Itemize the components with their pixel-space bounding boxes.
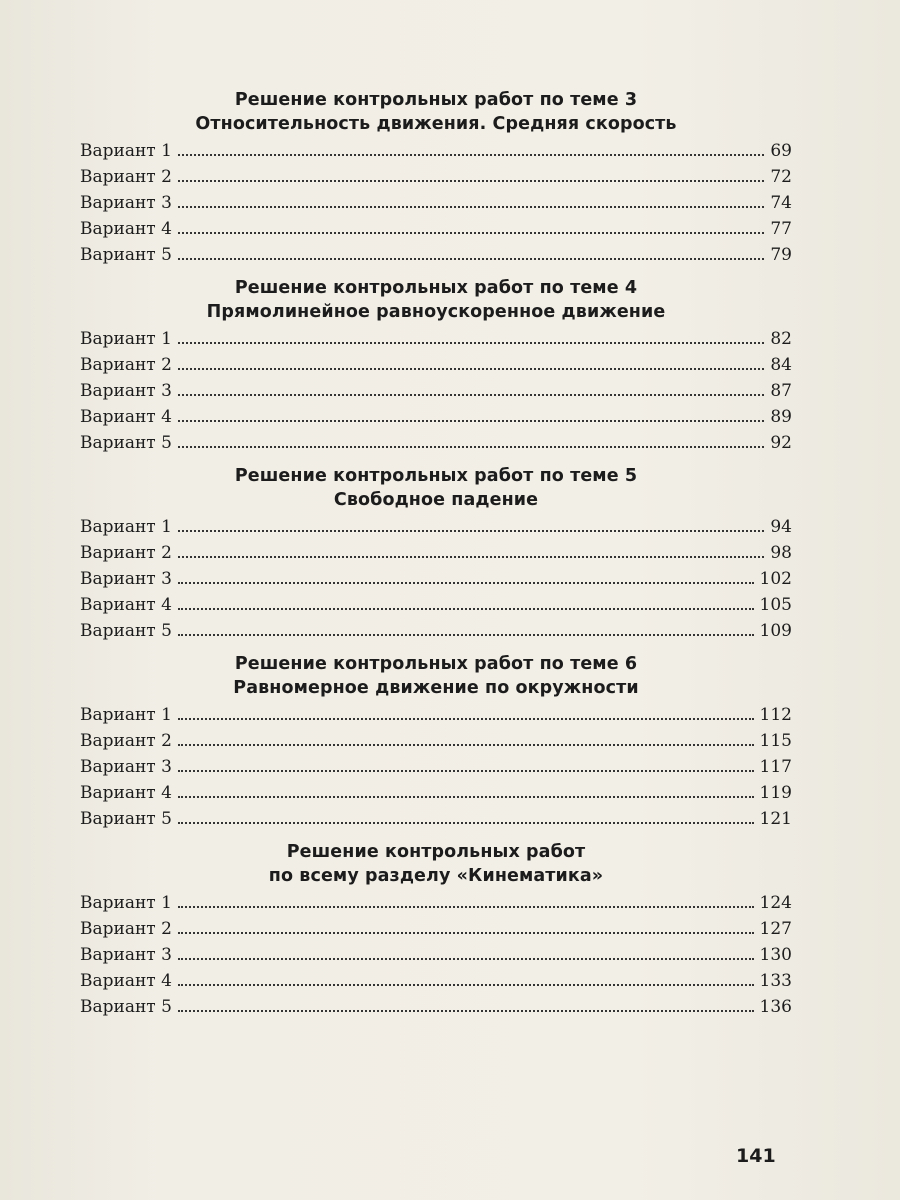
dot-leader: [178, 232, 764, 234]
section-heading: [80, 652, 792, 700]
toc-entry[interactable]: [80, 378, 792, 404]
entry-label: Вариант 5: [80, 997, 172, 1017]
entry-label: Вариант 3: [80, 193, 172, 213]
entry-label: Вариант 1: [80, 517, 172, 537]
dot-leader: [178, 1010, 754, 1012]
table-of-contents: [80, 88, 792, 1028]
entry-page-number: 94: [770, 517, 792, 537]
toc-entry[interactable]: [80, 916, 792, 942]
toc-entry[interactable]: [80, 806, 792, 832]
toc-entry[interactable]: [80, 190, 792, 216]
entry-label: Вариант 5: [80, 245, 172, 265]
entry-label: Вариант 3: [80, 381, 172, 401]
section-heading-line: Прямолинейное равноускоренное движение: [206, 302, 666, 322]
entry-page-number: 127: [759, 919, 792, 939]
section-heading: [80, 276, 792, 324]
toc-entry[interactable]: [80, 430, 792, 456]
toc-entry[interactable]: [80, 352, 792, 378]
toc-entry[interactable]: [80, 968, 792, 994]
dot-leader: [178, 180, 764, 182]
dot-leader: [178, 258, 764, 260]
dot-leader: [178, 368, 764, 370]
toc-entry[interactable]: [80, 728, 792, 754]
entry-page-number: 112: [759, 705, 792, 725]
entry-list: [80, 138, 792, 268]
entry-page-number: 87: [770, 381, 792, 401]
entry-page-number: 77: [770, 219, 792, 239]
section-heading-line: по всему разделу «Кинематика»: [268, 866, 604, 886]
toc-entry[interactable]: [80, 326, 792, 352]
dot-leader: [178, 958, 754, 960]
entry-page-number: 136: [759, 997, 792, 1017]
toc-section-topic-6: [80, 652, 792, 832]
dot-leader: [178, 530, 764, 532]
section-heading-line: Равномерное движение по окружности: [233, 678, 639, 698]
entry-page-number: 130: [759, 945, 792, 965]
section-heading-line: Решение контрольных работ по теме 4: [234, 278, 638, 298]
entry-page-number: 92: [770, 433, 792, 453]
dot-leader: [178, 582, 754, 584]
toc-entry[interactable]: [80, 592, 792, 618]
dot-leader: [178, 420, 764, 422]
toc-entry[interactable]: [80, 514, 792, 540]
dot-leader: [178, 342, 764, 344]
entry-page-number: 98: [770, 543, 792, 563]
toc-entry[interactable]: [80, 942, 792, 968]
dot-leader: [178, 744, 754, 746]
entry-label: Вариант 1: [80, 329, 172, 349]
toc-section-topic-4: [80, 276, 792, 456]
entry-label: Вариант 2: [80, 919, 172, 939]
entry-label: Вариант 5: [80, 433, 172, 453]
entry-label: Вариант 4: [80, 783, 172, 803]
entry-page-number: 119: [759, 783, 792, 803]
section-heading-line: Свободное падение: [333, 490, 539, 510]
toc-entry[interactable]: [80, 164, 792, 190]
entry-page-number: 89: [770, 407, 792, 427]
entry-page-number: 69: [770, 141, 792, 161]
section-heading-line: Относительность движения. Средняя скорость: [195, 114, 677, 134]
entry-list: [80, 514, 792, 644]
dot-leader: [178, 446, 764, 448]
entry-page-number: 121: [759, 809, 792, 829]
page-number: 141: [736, 1145, 776, 1167]
entry-label: Вариант 4: [80, 407, 172, 427]
toc-entry[interactable]: [80, 242, 792, 268]
entry-page-number: 74: [770, 193, 792, 213]
toc-entry[interactable]: [80, 566, 792, 592]
toc-entry[interactable]: [80, 138, 792, 164]
toc-section-topic-5: [80, 464, 792, 644]
entry-label: Вариант 4: [80, 219, 172, 239]
entry-page-number: 82: [770, 329, 792, 349]
entry-page-number: 102: [759, 569, 792, 589]
section-heading: [80, 464, 792, 512]
section-heading-line: Решение контрольных работ по теме 5: [234, 466, 638, 486]
entry-page-number: 79: [770, 245, 792, 265]
toc-entry[interactable]: [80, 754, 792, 780]
toc-entry[interactable]: [80, 702, 792, 728]
toc-entry[interactable]: [80, 540, 792, 566]
dot-leader: [178, 984, 754, 986]
dot-leader: [178, 154, 764, 156]
dot-leader: [178, 206, 764, 208]
toc-entry[interactable]: [80, 994, 792, 1020]
entry-page-number: 124: [759, 893, 792, 913]
entry-label: Вариант 2: [80, 355, 172, 375]
entry-list: [80, 326, 792, 456]
toc-entry[interactable]: [80, 780, 792, 806]
dot-leader: [178, 394, 764, 396]
entry-label: Вариант 1: [80, 893, 172, 913]
entry-label: Вариант 5: [80, 809, 172, 829]
entry-page-number: 72: [770, 167, 792, 187]
entry-label: Вариант 1: [80, 705, 172, 725]
toc-entry[interactable]: [80, 890, 792, 916]
entry-label: Вариант 1: [80, 141, 172, 161]
dot-leader: [178, 770, 754, 772]
entry-page-number: 133: [759, 971, 792, 991]
dot-leader: [178, 822, 754, 824]
dot-leader: [178, 634, 754, 636]
dot-leader: [178, 906, 754, 908]
entry-list: [80, 890, 792, 1020]
dot-leader: [178, 796, 754, 798]
entry-page-number: 109: [759, 621, 792, 641]
toc-section-topic-3: [80, 88, 792, 268]
entry-list: [80, 702, 792, 832]
dot-leader: [178, 608, 754, 610]
dot-leader: [178, 556, 764, 558]
dot-leader: [178, 718, 754, 720]
dot-leader: [178, 932, 754, 934]
section-heading-line: Решение контрольных работ по теме 6: [234, 654, 638, 674]
toc-entry[interactable]: [80, 216, 792, 242]
toc-section-kinematics: [80, 840, 792, 1020]
section-heading: [80, 88, 792, 136]
entry-label: Вариант 2: [80, 543, 172, 563]
entry-label: Вариант 4: [80, 971, 172, 991]
entry-label: Вариант 4: [80, 595, 172, 615]
entry-label: Вариант 5: [80, 621, 172, 641]
entry-label: Вариант 3: [80, 945, 172, 965]
entry-page-number: 115: [759, 731, 792, 751]
toc-entry[interactable]: [80, 618, 792, 644]
entry-label: Вариант 2: [80, 167, 172, 187]
entry-page-number: 84: [770, 355, 792, 375]
entry-label: Вариант 3: [80, 757, 172, 777]
entry-label: Вариант 2: [80, 731, 172, 751]
section-heading: [80, 840, 792, 888]
entry-page-number: 105: [759, 595, 792, 615]
section-heading-line: Решение контрольных работ по теме 3: [234, 90, 638, 110]
entry-label: Вариант 3: [80, 569, 172, 589]
toc-entry[interactable]: [80, 404, 792, 430]
section-heading-line: Решение контрольных работ: [286, 842, 586, 862]
entry-page-number: 117: [759, 757, 792, 777]
